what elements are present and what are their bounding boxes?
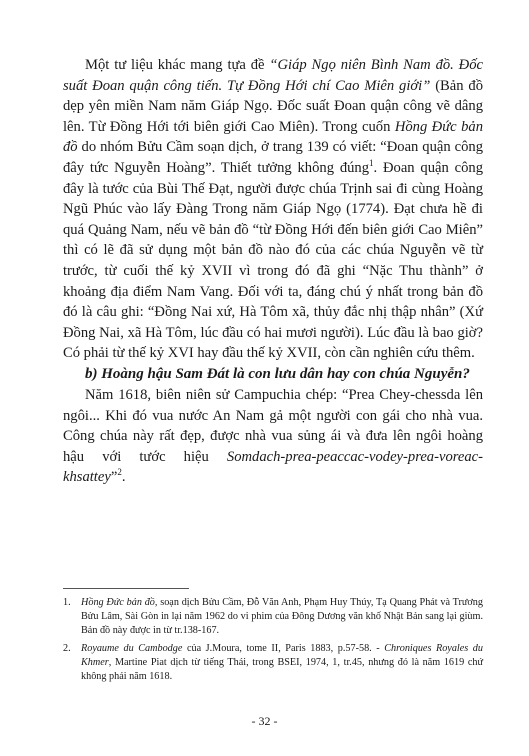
footnote-ref-1[interactable]: 1 [369, 158, 374, 169]
p1-text-c: do nhóm Bửu Cầm soạn dịch, ở trang 139 có viết: “Đoan quận công đây tức Nguyễn Hoàng”. Thiết tưởng không đúng [63, 139, 483, 176]
footnote-ref-2[interactable]: 2 [117, 467, 122, 478]
footnote-body: , soạn dịch Bửu Cầm, Đỗ Văn Anh, Phạm Huy Thúy, Tạ Quang Phát và Trương Bửu Lâm, Sài Gòn in lại năm 1962 do vi phim của Đông Dương văn khố Nhật Bản sang lại giùm. Bản đồ này được in từ tr.138-167. [81, 597, 483, 637]
p2-text-a: Năm 1618, biên niên sử Campuchia chép: “Prea Chey-chessda lên ngôi... Khi đó vua nước An Nam gả một người con gái cho nhà vua. Công chúa này rất đẹp, được nhà vua sủng ái và đưa lên ngôi hoàng hậu với tước hiệu [63, 386, 483, 465]
footnote-number: 2. [63, 642, 71, 654]
footnotes [63, 596, 483, 687]
p2-text-c: . [121, 469, 126, 486]
main-text [63, 55, 483, 488]
p1-text-d: . Đoan quận công đây là tước của Bùi Thế Đạt, người được chúa Trịnh sai đi cùng Hoàng Ngũ Phúc vào lấy Đàng Trong năm Giáp Ngọ (1774). Đạt chưa hề đi quá Quảng Nam, nếu vẽ bản đồ “từ Đồng Hới đến biên giới Cao Miên” thì có lẽ đã sử dụng một bản đồ nào đó của các chúa Nguyễn vẽ từ trước, từ cuối thế kỷ XVII vì trong đó đã ghi “Nặc Thu thành” ở khoảng địa điểm Nam Vang. Đối với ta, đáng chú ý nhất trong bản đồ đó là câu ghi: “Đồng Nai xứ, Hà Tôm xã, thủy đắc nhị thập nhân” (Xứ Đồng Nai, xã Hà Tôm, lúc đầu có hai mươi người). Lúc đầu là bao giờ? Có phải từ thế kỷ XVI hay đầu thế kỷ XVII, còn cần nghiên cứu thêm. [63, 159, 483, 362]
p1-text-a: Một tư liệu khác mang tựa đề [85, 57, 270, 73]
p1-book-title: Hồng Đức bản đồ [63, 118, 483, 156]
footnote-divider [63, 588, 189, 589]
footnote-title: Royaume du Cambodge [81, 642, 183, 654]
p2-text-b: ” [110, 469, 118, 486]
footnote-body: của J.Moura, tome II, Paris 1883, p.57-58. - [182, 642, 385, 654]
paragraph-2 [63, 385, 483, 488]
footnote-text [81, 642, 483, 685]
footnote-title-2: Chroniques Royales du Khmer [81, 642, 483, 668]
footnote-2 [63, 642, 483, 685]
footnote-text [81, 596, 483, 639]
p1-text-b: (Bản đồ dẹp yên miền Nam năm Giáp Ngọ. Đốc suất Đoan quận công vẽ dâng lên. Từ Đồng Hới tới biên giới Cao Miên). Trong cuốn [63, 77, 483, 135]
p1-map-title: “Giáp Ngọ niên Bình Nam đồ. Đốc suất Đoan quận công tiến. Tự Đồng Hới chí Cao Miên giới” [63, 57, 483, 94]
p2-royal-title: Somdach-prea-peaccac-vodey-prea-voreac-khsattey [63, 448, 483, 486]
footnote-body-2: , Martine Piat dịch từ tiếng Thái, trong BSEI, 1974, 1, tr.45, nhưng đó là năm 1619 chứ không phải năm 1618. [81, 656, 483, 683]
footnote-number: 1. [63, 597, 71, 608]
section-heading: b) Hoàng hậu Sam Đát là con lưu dân hay con chúa Nguyễn? [85, 365, 470, 382]
paragraph-1 [63, 55, 483, 364]
page-number: - 32 - [251, 714, 278, 728]
footnote-1 [63, 596, 483, 639]
footnote-title: Hồng Đức bản đồ [81, 597, 155, 608]
